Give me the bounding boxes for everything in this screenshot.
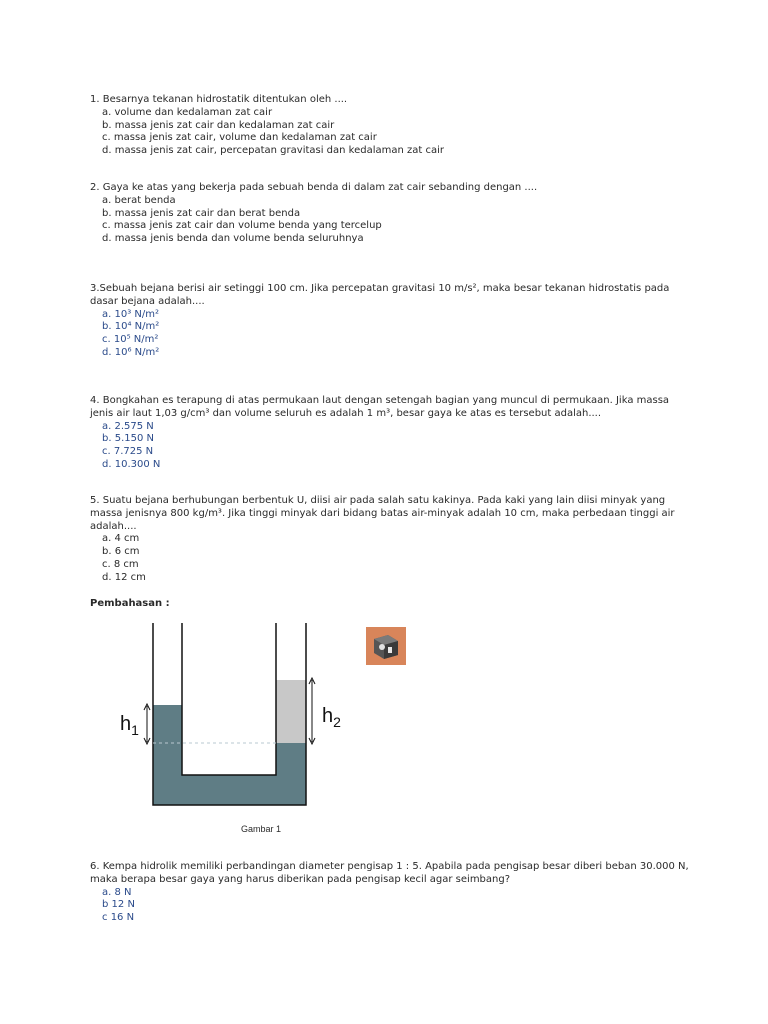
option-d: d. 10⁶ N/m² xyxy=(102,346,160,358)
option-d: d. massa jenis benda dan volume benda seluruhnya xyxy=(102,233,364,245)
option-a: a. volume dan kedalaman zat cair xyxy=(102,106,273,118)
option-d: d. massa jenis zat cair, percepatan gravitasi dan kedalaman zat cair xyxy=(102,145,445,157)
option-b: b. massa jenis zat cair dan kedalaman zat cair xyxy=(102,119,335,131)
question-text: 1. Besarnya tekanan hidrostatik ditentukan oleh .... xyxy=(90,94,348,105)
question-text: 3.Sebuah bejana berisi air setinggi 100 cm. Jika percepatan gravitasi 10 m/s², maka besar tekanan hidrostatis pada dasar bejana adalah.... xyxy=(90,283,670,307)
option-c: c. 7.725 N xyxy=(102,446,154,458)
question-3 xyxy=(90,283,690,360)
question-4 xyxy=(90,395,690,472)
option-b: b. 10⁴ N/m² xyxy=(102,321,160,333)
question-text: 2. Gaya ke atas yang bekerja pada sebuah benda di dalam zat cair sebanding dengan .... xyxy=(90,182,538,193)
option-a: a. berat benda xyxy=(102,194,176,206)
option-a: a. 4 cm xyxy=(102,533,140,545)
u-tube-diagram xyxy=(110,618,341,818)
option-a: a. 2.575 N xyxy=(102,420,154,432)
option-b: b. 5.150 N xyxy=(102,433,155,445)
question-text: 5. Suatu bejana berhubungan berbentuk U, diisi air pada salah satu kakinya. Pada kaki yang lain diisi minyak yang massa jenisnya 800 kg/m³. Jika tinggi minyak dari bidang batas air-minyak adalah 10 cm, maka perbedaan tinggi air adalah.... xyxy=(90,495,675,532)
option-d: d. 10.300 N xyxy=(102,458,161,470)
h2-label: $h_2$ xyxy=(322,705,341,730)
h1-label: $h_1$ xyxy=(120,713,139,738)
option-a: a. 10³ N/m² xyxy=(102,308,160,320)
section-heading: Pembahasan : xyxy=(90,598,170,609)
oil xyxy=(276,680,306,743)
question-text: 6. Kempa hidrolik memiliki perbandingan diameter pengisap 1 : 5. Apabila pada pengisap besar diberi beban 30.000 N, maka berapa besar gaya yang harus diberikan pada pengisap kecil agar seimbang? xyxy=(90,861,689,885)
question-6 xyxy=(90,861,690,925)
question-2 xyxy=(90,182,690,246)
option-b: b. massa jenis zat cair dan berat benda xyxy=(102,207,301,219)
option-d: d. 12 cm xyxy=(102,571,146,583)
option-c: c 16 N xyxy=(102,912,135,924)
question-text: 4. Bongkahan es terapung di atas permukaan laut dengan setengah bagian yang muncul di permukaan. Jika massa jenis air laut 1,03 g/cm³ dan volume seluruh es adalah 1 m³, besar gaya ke atas es tersebut adalah.... xyxy=(90,395,670,419)
option-c: c. 8 cm xyxy=(102,558,139,570)
option-a: a. 8 N xyxy=(102,886,132,898)
question-1 xyxy=(90,94,690,158)
option-c: c. massa jenis zat cair, volume dan kedalaman zat cair xyxy=(102,132,377,144)
option-b: b 12 N xyxy=(102,899,135,911)
question-5 xyxy=(90,495,690,585)
option-c: c. 10⁵ N/m² xyxy=(102,334,159,346)
figure-caption: Gambar 1 xyxy=(241,824,282,834)
option-b: b. 6 cm xyxy=(102,546,140,558)
puzzle-icon xyxy=(366,627,406,665)
option-c: c. massa jenis zat cair dan volume benda yang tercelup xyxy=(102,220,382,232)
